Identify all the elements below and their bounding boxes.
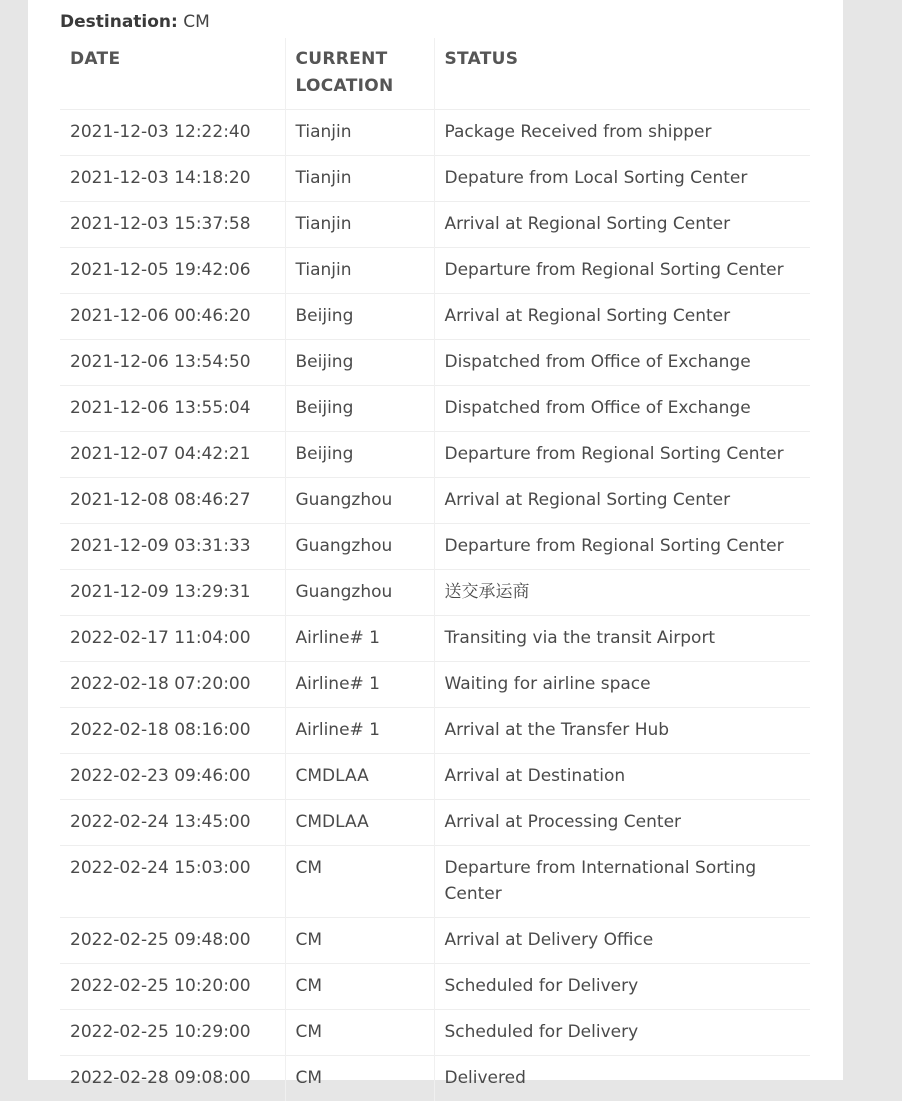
cell-date: 2022-02-24 13:45:00: [60, 800, 285, 846]
cell-location: CM: [285, 1056, 434, 1101]
cell-status: Scheduled for Delivery: [434, 1010, 810, 1056]
table-row: [60, 478, 810, 524]
cell-location: Tianjin: [285, 248, 434, 294]
cell-location: Airline# 1: [285, 616, 434, 662]
cell-date: 2022-02-25 10:29:00: [60, 1010, 285, 1056]
cell-status: Departure from International Sorting Center: [434, 846, 810, 918]
cell-status: Depature from Local Sorting Center: [434, 156, 810, 202]
destination-label: Destination:: [60, 12, 178, 32]
cell-status: Dispatched from Office of Exchange: [434, 340, 810, 386]
cell-status: Arrival at Delivery Office: [434, 918, 810, 964]
destination-value: CM: [183, 12, 210, 32]
cell-date: 2022-02-17 11:04:00: [60, 616, 285, 662]
cell-location: Beijing: [285, 294, 434, 340]
cell-location: Airline# 1: [285, 708, 434, 754]
column-header-location: CURRENT LOCATION: [285, 38, 434, 110]
cell-status: Delivered: [434, 1056, 810, 1101]
tracking-table: [60, 38, 810, 1101]
table-row: [60, 754, 810, 800]
table-row: [60, 1056, 810, 1101]
cell-status: Arrival at Processing Center: [434, 800, 810, 846]
table-row: [60, 386, 810, 432]
cell-status: Waiting for airline space: [434, 662, 810, 708]
table-row: [60, 708, 810, 754]
table-row: [60, 616, 810, 662]
cell-location: CM: [285, 846, 434, 918]
table-row: [60, 570, 810, 616]
cell-date: 2021-12-05 19:42:06: [60, 248, 285, 294]
table-row: [60, 294, 810, 340]
cell-status: Departure from Regional Sorting Center: [434, 524, 810, 570]
cell-date: 2022-02-18 08:16:00: [60, 708, 285, 754]
cell-status: Dispatched from Office of Exchange: [434, 386, 810, 432]
cell-status: Package Received from shipper: [434, 110, 810, 156]
cell-status: Departure from Regional Sorting Center: [434, 248, 810, 294]
table-row: [60, 918, 810, 964]
cell-location: Guangzhou: [285, 478, 434, 524]
cell-status: Arrival at Regional Sorting Center: [434, 202, 810, 248]
cell-status: Arrival at Regional Sorting Center: [434, 478, 810, 524]
cell-date: 2021-12-03 12:22:40: [60, 110, 285, 156]
table-row: [60, 846, 810, 918]
cell-date: 2022-02-25 10:20:00: [60, 964, 285, 1010]
table-row: [60, 524, 810, 570]
cell-location: CMDLAA: [285, 754, 434, 800]
table-row: [60, 662, 810, 708]
table-row: [60, 202, 810, 248]
column-header-date: DATE: [60, 38, 285, 110]
cell-date: 2021-12-03 14:18:20: [60, 156, 285, 202]
cell-status: Transiting via the transit Airport: [434, 616, 810, 662]
destination-line: [60, 10, 210, 34]
cell-status: Scheduled for Delivery: [434, 964, 810, 1010]
cell-location: CMDLAA: [285, 800, 434, 846]
cell-location: Tianjin: [285, 156, 434, 202]
cell-date: 2022-02-18 07:20:00: [60, 662, 285, 708]
cell-location: Beijing: [285, 432, 434, 478]
cell-location: Beijing: [285, 340, 434, 386]
cell-status: Arrival at Destination: [434, 754, 810, 800]
cell-location: CM: [285, 964, 434, 1010]
cell-date: 2022-02-25 09:48:00: [60, 918, 285, 964]
cell-location: Airline# 1: [285, 662, 434, 708]
cell-date: 2021-12-09 13:29:31: [60, 570, 285, 616]
cell-date: 2022-02-28 09:08:00: [60, 1056, 285, 1101]
cell-status: Arrival at the Transfer Hub: [434, 708, 810, 754]
table-header-row: [60, 38, 810, 110]
cell-location: Tianjin: [285, 110, 434, 156]
table-row: [60, 110, 810, 156]
cell-status: 送交承运商: [434, 570, 810, 616]
cell-date: 2021-12-08 08:46:27: [60, 478, 285, 524]
cell-date: 2022-02-23 09:46:00: [60, 754, 285, 800]
column-header-status: STATUS: [434, 38, 810, 110]
cell-date: 2021-12-06 00:46:20: [60, 294, 285, 340]
table-row: [60, 156, 810, 202]
table-row: [60, 432, 810, 478]
cell-location: CM: [285, 918, 434, 964]
cell-location: Tianjin: [285, 202, 434, 248]
cell-status: Arrival at Regional Sorting Center: [434, 294, 810, 340]
cell-location: Guangzhou: [285, 570, 434, 616]
cell-date: 2021-12-07 04:42:21: [60, 432, 285, 478]
table-row: [60, 964, 810, 1010]
cell-date: 2021-12-03 15:37:58: [60, 202, 285, 248]
cell-location: Guangzhou: [285, 524, 434, 570]
cell-location: CM: [285, 1010, 434, 1056]
cell-status: Departure from Regional Sorting Center: [434, 432, 810, 478]
table-row: [60, 800, 810, 846]
table-row: [60, 1010, 810, 1056]
table-row: [60, 248, 810, 294]
cell-date: 2021-12-06 13:55:04: [60, 386, 285, 432]
cell-date: 2021-12-06 13:54:50: [60, 340, 285, 386]
cell-date: 2022-02-24 15:03:00: [60, 846, 285, 918]
cell-location: Beijing: [285, 386, 434, 432]
tracking-rows: [60, 110, 810, 1101]
cell-date: 2021-12-09 03:31:33: [60, 524, 285, 570]
table-row: [60, 340, 810, 386]
